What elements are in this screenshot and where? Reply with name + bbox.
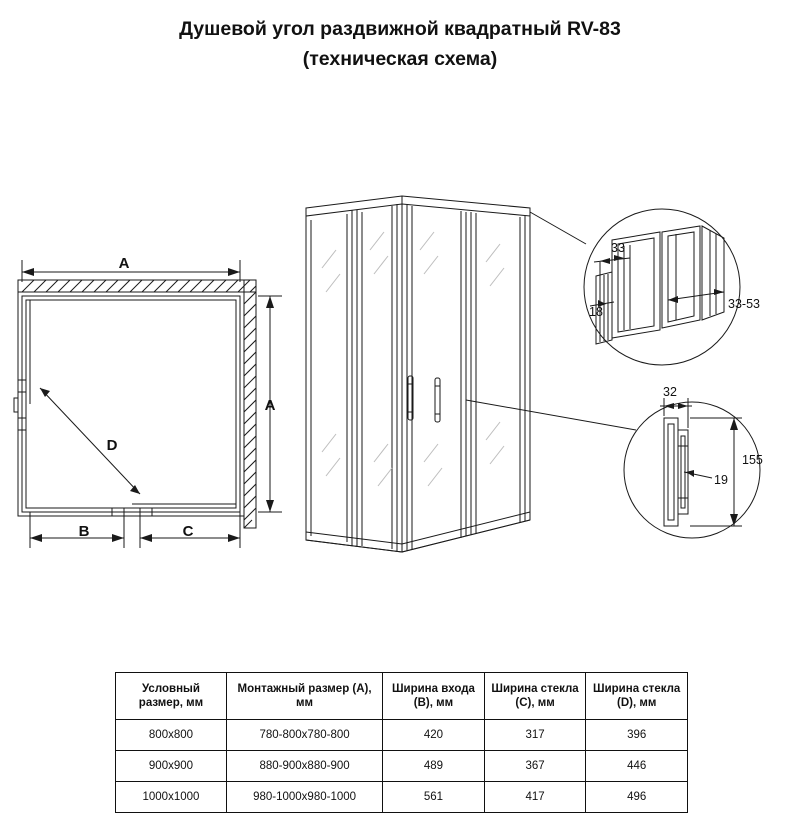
detail-bottom-dim-32: 32 [663,385,677,399]
table-header-row [116,673,688,720]
detail-bottom-dim-155: 155 [742,453,763,467]
table-cell: 900х900 [116,751,227,782]
table-cell: 396 [586,720,688,751]
plan-view [14,260,282,548]
table-header-cell: Монтажный размер (A), мм [226,673,382,720]
dimension-a-top [22,260,240,282]
detail-top-dim-33: 33 [611,241,625,255]
table-cell: 417 [484,782,586,813]
table-cell: 446 [586,751,688,782]
table-header-cell: Ширина стекла (D), мм [586,673,688,720]
label-plan-a-top: A [118,255,130,272]
wall-hatch-top [18,280,256,292]
label-plan-d: D [106,437,118,454]
table-cell: 420 [383,720,485,751]
table-header-cell: Ширина стекла (C), мм [484,673,586,720]
label-plan-a-right: A [264,397,276,414]
table-cell: 367 [484,751,586,782]
table-cell: 800х800 [116,720,227,751]
title-line-1: Душевой угол раздвижной квадратный RV-83 [179,18,621,40]
table-header-cell: Условный размер, мм [116,673,227,720]
label-plan-c: C [182,523,194,540]
table-header-cell: Ширина входа (B), мм [383,673,485,720]
detail-top-dim-33-53: 33-53 [728,297,760,311]
table-cell: 980-1000х980-1000 [226,782,382,813]
table-cell: 496 [586,782,688,813]
detail-top-dim-18: 18 [589,305,603,319]
table-cell: 317 [484,720,586,751]
door-panels-plan [26,300,236,508]
title-line-2: (техническая схема) [302,48,498,70]
table-row [116,720,688,751]
label-plan-b: B [78,523,90,540]
enclosure-plan-outline [18,292,244,516]
detail-handle-section [660,398,742,526]
table-cell: 880-900х880-900 [226,751,382,782]
specification-table [115,672,688,813]
dimension-b [30,512,124,548]
table-row [116,751,688,782]
glass-reflections [322,232,504,486]
table-cell: 561 [383,782,485,813]
table-cell: 780-800х780-800 [226,720,382,751]
wall-hatch-right [244,280,256,528]
door-handle-right [435,378,440,422]
left-profile [14,380,26,430]
table-cell: 1000х1000 [116,782,227,813]
detail-bottom-dim-19: 19 [714,473,728,487]
table-cell: 489 [383,751,485,782]
table-row [116,782,688,813]
diagonal-dimension [40,388,140,494]
isometric-view [306,196,530,552]
